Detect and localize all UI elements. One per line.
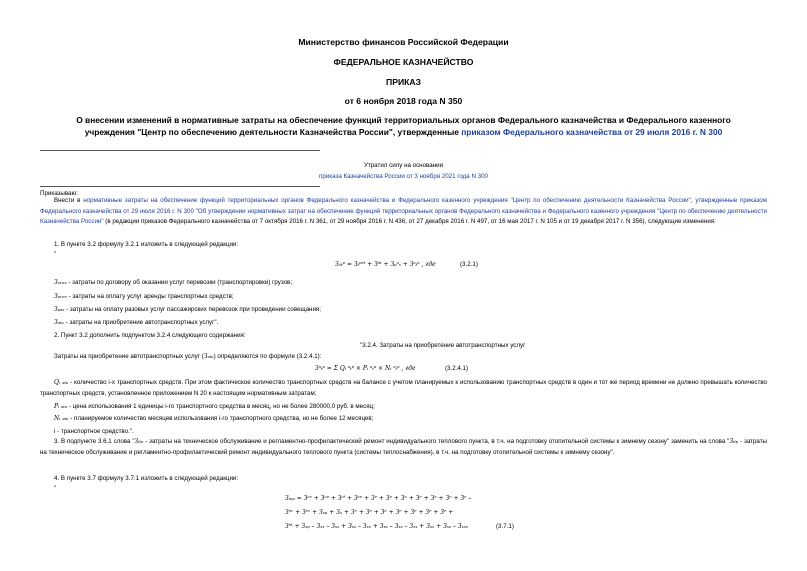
formula-3-7-1-line1: Зₘₚ = Зᶜᵉ + Зᶜᵖ + Зᶜᵗ + Зᶜᵉ + Зᵉ + Зᵉ + Зᵉ + Зᵉ + Зᵉ + Зᵉ + Зᵉ –	[285, 495, 472, 502]
def-p	[54, 403, 375, 411]
status-link-wrap	[250, 173, 557, 181]
agency-name: ФЕДЕРАЛЬНОЕ КАЗНАЧЕЙСТВО	[333, 57, 474, 67]
paragraph-intro	[40, 196, 767, 228]
def-atu	[54, 319, 218, 327]
def-arenda	[54, 293, 234, 301]
def-n-text: - планируемое количество месяцев использования i-го транспортного средства, но не более 12 месяцев;	[68, 415, 374, 422]
sym-atu: Зₐₜᵤ	[54, 319, 64, 326]
formula-3-2-1: З₀ₜᵖ = Зₜᵖᵉᵗ + Зᵃᵗ + Зₚᵃₛ + Зᵃₜᵖ , где	[335, 261, 436, 268]
def-q-text: - количество i-х транспортных средств. При этом фактическое количество транспортных средств на балансе с учетом планируемых к использованию транспортных средств в один и тот же период времени не должно превышать количество транспортных средств, установленное приложением N 20 к настоящим нормативным затратам;	[40, 379, 767, 397]
def-atu-text: - затраты на приобретение автотранспортных услуг".	[63, 319, 219, 326]
formula-3-2-4-1: Зᵃₜᵖ = Σ Qᵢ ᵃₜᵖ × Pᵢ ᵃₜᵖ × Nᵢ ᵃₜᵖ , где	[315, 365, 416, 372]
formula-3-7-1-number: (3.7.1)	[496, 523, 514, 530]
formula-3-2-4-1-number: (3.2.4.1)	[445, 365, 469, 372]
formula-3-7-1-line2: Зᵉᶜ + Зᵉᶜ + Зₓₚ + Зₓ + Зᵉ + Зᵉ + Зᵉ + Зᵉ + Зᵉ + Зᵉ + Зᵉ +	[285, 509, 454, 516]
status-repeal-link[interactable]: приказа Казначейства России от 3 ноября 2021 года N 300	[319, 173, 488, 180]
ministry-name: Министерство финансов Российской Федерации	[298, 37, 509, 47]
def-i: i - транспортное средство.".	[54, 428, 134, 435]
item-4: 4. В пункте 3.7 формулу 3.7.1 изложить в следующей редакции:	[54, 475, 239, 482]
item-3-b: - затраты на техническое обслуживание и регламентно-профилактический ремонт индивидуального теплового пункта, в т.ч. на подготовку отопительной системы к зимнему сезону" заменить на слова "	[143, 438, 730, 445]
formula-3-7-1-line3: Зᵉᵗ + Зₓₚ – Зₓₓ – Зₓₓ + Зₓₓ – Зₓₓ + Зₓₓ – Зₓₓ – Зₓₓ + Зₓₓ + Зₓₓ – Зₓₓₓ	[285, 523, 469, 530]
divider-mid	[40, 186, 320, 187]
sym-gruz: Зₑᵣᵤₓ	[54, 279, 67, 286]
doc-type: ПРИКАЗ	[386, 77, 421, 87]
intro-normatives-link[interactable]: нормативные затраты на обеспечение функций территориальных органов Федерального казначейства и Федерального казенного учреждения "Центр по обеспечению деятельности Казначейства России", утвержденные приказом Федерального казначейства от 29 июля 2016 г. N 300 "Об утверждении нормативных затрат на обеспечение функций территориальных органов Федерального казначейства и Федерального казенного учреждения "Центр по обеспечению деятельности Казначейства России"	[40, 197, 767, 226]
subpoint-text-b: ) определяются по формуле (3.2.4.1):	[213, 353, 322, 360]
sym-arenda: Зₐᵣₑₙ	[54, 293, 67, 300]
sym-itp-old: Зᵢₜₚ	[134, 438, 144, 445]
subpoint-text	[54, 353, 321, 361]
subpoint-title: "3.2.4. Затраты на приобретение автотранспортных услуг	[360, 342, 526, 349]
item-3-c: - затраты на техническое обслуживание и регламентно-профилактический ремонт индивидуального теплового пункта (системы теплоснабжения), в т.ч. на подготовку отопительной системы к зимнему сезону".	[40, 438, 767, 456]
intro-prefix: Внести в	[54, 197, 84, 204]
doc-title-line2	[20, 127, 787, 137]
item-3-a: 3. В подпункте 3.6.1 слова "	[54, 438, 135, 445]
subpoint-text-a: Затраты на приобретение автотранспортных услуг (	[54, 353, 204, 360]
doc-title-text: учреждения "Центр по обеспечению деятельности Казначейства России", утвержденные	[84, 127, 462, 137]
sym-atu-inline: Зₐₜᵤ	[203, 353, 214, 360]
sym-q: Qᵢ ₐₜᵤ	[54, 379, 69, 386]
formula-3-2-1-number: (3.2.1)	[460, 261, 478, 268]
def-q	[40, 378, 767, 399]
intro-tail: (в редакции приказов Федерального казначейства от 7 октября 2016 г. N 361, от 29 ноября 2016 г. N 436, от 27 декабря 2016 г. N 497, от 16 мая 2017 г. N 105 и от 19 декабря 2017 г. N 356), следующие изменения:	[103, 218, 716, 226]
quote-open: "	[54, 251, 57, 258]
divider-top	[40, 150, 320, 151]
sym-n: Nᵢ ₐₜᵤ	[54, 415, 69, 422]
def-p-text: - цена использования 1 единицы i-го транспортного средства в месяц, но не более 280000,0 руб. в месяц;	[67, 403, 375, 410]
item-1: 1. В пункте 3.2 формулу 3.2.1 изложить в следующей редакции:	[54, 241, 239, 248]
quote-open-2: "	[54, 485, 57, 492]
sym-p: Pᵢ ₐₜᵤ	[54, 403, 68, 410]
sym-itp-new: Зᵢₜₚ	[729, 438, 739, 445]
sym-pas: Зₚₐₛ	[54, 306, 65, 313]
item-3	[40, 437, 767, 458]
def-gruz	[54, 279, 292, 287]
def-n	[54, 415, 373, 423]
title-order-link[interactable]: приказом Федерального казначейства от 29 июля 2016 г. N 300	[461, 127, 723, 137]
def-pas-text: - затраты на оплату разовых услуг пассажирских перевозок при проведении совещания;	[64, 306, 321, 313]
def-pas	[54, 306, 321, 314]
def-gruz-text: - затраты по договору об оказании услуг перевозки (транспортировки) грузов;	[66, 279, 293, 286]
order-word: Приказываю:	[40, 190, 78, 197]
doc-date-number: от 6 ноября 2018 года N 350	[344, 96, 463, 106]
status-text: Утратил силу на основании	[363, 162, 444, 169]
item-2: 2. Пункт 3.2 дополнить подпунктом 3.2.4 следующего содержания:	[54, 332, 246, 339]
def-arenda-text: - затраты на оплату услуг аренды транспортных средств;	[66, 293, 234, 300]
doc-title-line1: О внесении изменений в нормативные затраты на обеспечение функций территориальных органов Федерального казначейства и Федерального казенного	[76, 115, 731, 125]
